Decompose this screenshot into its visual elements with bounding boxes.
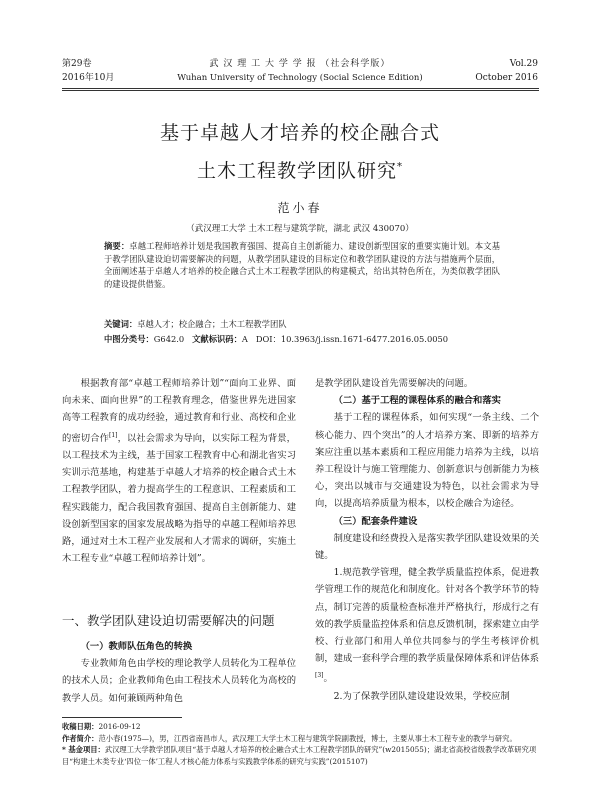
subsection-2-heading: （二）基于工程的课程体系的融合和落实 bbox=[333, 395, 501, 407]
header-date-cn: 2016年10月 bbox=[62, 73, 115, 83]
list-item-1-text: 1.规范教学管理，健全教学质量监控体系，促进教学管理工作的规范化和制度化。针对各个教学环节的特点，制订完善的质量检查标准并严格执行，形成行之有效的教学质量监控体系和信息反馈机制，探索建立由学校、行业部门和用人单位共同参与的学生考核评价机制，建成一套科学合理的教学质量保障体系和评估体系 bbox=[315, 567, 539, 665]
header-journal-cn: 武 汉 理 工 大 学 学 报 （社会科学版） bbox=[209, 59, 391, 69]
footnote-received bbox=[62, 721, 552, 733]
left-column bbox=[62, 375, 296, 567]
abstract-text: 卓越工程师培养计划是我国教育强国、提高自主创新能力、建设创新型国家的重要实施计划。本文基于教学团队建设迫切需要解决的问题，从教学团队建设的目标定位和教学团队建设的方法与措施两个层面，全面阐述基于卓越人才培养的校企融合式土木工程教学团队的构建模式，给出其特色所在，为类似教学团队的建设提供借鉴。 bbox=[104, 241, 500, 289]
subsection-1-text: 专业教师角色由学校的理论教学人员转化为工程单位的技术人员；企业教师角色由工程技术人员转化为高校的教学人员。如何兼顾两种角色 bbox=[62, 658, 296, 704]
header-rule-second bbox=[62, 90, 539, 91]
title-line-1: 基于卓越人才培养的校企融合式 bbox=[159, 122, 440, 144]
fund-text: 武汉理工大学教学团队项目“基于卓越人才培养的校企融合式土木工程教学团队的研究”(w2015055)；湖北省高校省级教学改革研究项目“构建土木类专业‘四位一体’工程人才核心能力体系与实践教学体系的研究与实践”(2015107) bbox=[62, 745, 537, 766]
author-affiliation: （武汉理工大学 土木工程与建筑学院，湖北 武汉 430070） bbox=[186, 224, 414, 234]
footnote-author bbox=[62, 733, 552, 745]
intro-paragraph bbox=[62, 375, 296, 567]
subsection-3-heading: （三）配套条件建设 bbox=[333, 515, 418, 527]
clc-value: G642.0 bbox=[153, 334, 185, 344]
footnote-rule bbox=[62, 717, 182, 718]
list-item-1-citation: [3] bbox=[315, 672, 324, 680]
subsection-1-heading: （一）教师队伍角色的转换 bbox=[80, 641, 193, 652]
subsection-3-text: 制度建设和经费投入是落实教学团队建设效果的关键。 bbox=[315, 532, 539, 562]
abstract bbox=[104, 240, 500, 290]
title-line-2-text: 土木工程教学团队研究 bbox=[196, 160, 397, 182]
header-volume-en: Vol.29 bbox=[509, 59, 538, 69]
list-item-1-end: 。 bbox=[323, 673, 333, 685]
keywords bbox=[104, 318, 524, 330]
title-line-2 bbox=[0, 156, 600, 183]
intro-citation: [1] bbox=[108, 431, 118, 439]
classification-line bbox=[104, 333, 524, 345]
header-journal-en: Wuhan University of Technology (Social Science Edition) bbox=[177, 73, 423, 83]
continued-text: 是教学团队建设首先需要解决的问题。 bbox=[315, 378, 474, 389]
title-footnote-mark: * bbox=[397, 161, 403, 173]
footnote-fund bbox=[62, 744, 552, 767]
clc-label: 中图分类号： bbox=[104, 334, 154, 344]
right-column bbox=[315, 375, 539, 705]
intro-text-rest: ，以社会需求为导向，以实际工程为背景，以工程技术为主线，基于国家工程教育中心和湖北省实习实训示范基地，构建基于卓越人才培养的校企融合式土木工程教学团队，着力提高学生的工程意识、工程素质和工程实践能力，配合我国教育强国、提高自主创新能力、建设创新型国家的国家发展战略为指导的卓越工程师培养思路，通过对土木工程产业发展和人才需求的调研，实施土木工程专业“卓越工程师培养计划”。 bbox=[62, 432, 296, 565]
list-item-2: 2.为了保教学团队建设建设效果，学校应制 bbox=[333, 690, 510, 702]
subsection-2-text: 基于工程的课程体系，如何实现“一条主线、二个核心能力、四个突出”的人才培养方案、即新的培养方案应注重以基本素质和工程应用能力培养为主线，以培养工程设计与施工管理能力、创新意识与创新能力为核心，突出以城市与交通建设为特色，以社会需求为导向，以提高培养质量为根本，以校企融合为途径。 bbox=[315, 412, 539, 510]
header-volume-cn: 第29卷 bbox=[62, 59, 92, 69]
left-column-section-1 bbox=[62, 638, 296, 707]
author-bio-text: 范小春(1975—)，男，江西省南昌市人，武汉理工大学土木工程与建筑学院副教授，博士，主要从事土木工程专业的教学与研究。 bbox=[98, 733, 517, 743]
author-bio-label: 作者简介： bbox=[62, 733, 99, 743]
intro-text: 根据教育部“卓越工程师培养计划”“面向工业界、面向未来、面向世界”的工程教育理念，借鉴世界先进国家高等工程教育的成功经验，通过教育和行业、高校和企业的密切合作 bbox=[62, 378, 296, 444]
abstract-label: 摘要： bbox=[104, 241, 130, 251]
author-name: 范小春 bbox=[277, 201, 323, 215]
header-date-en: October 2016 bbox=[475, 73, 538, 83]
list-item-1 bbox=[315, 564, 539, 688]
header-rule bbox=[62, 88, 539, 89]
keywords-label: 关键词： bbox=[104, 319, 138, 329]
doc-code-value: A bbox=[241, 334, 248, 344]
doc-code-label: 文献标识码： bbox=[192, 334, 242, 344]
doi: DOI：10.3963/j.issn.1671-6477.2016.05.0050 bbox=[255, 334, 449, 344]
keywords-text: 卓越人才；校企融合；土木工程教学团队 bbox=[137, 319, 287, 329]
fund-label: * 基金项目： bbox=[62, 745, 105, 754]
footnotes bbox=[62, 721, 552, 767]
received-date: 2016-09-12 bbox=[98, 722, 141, 731]
received-label: 收稿日期： bbox=[62, 722, 99, 731]
section-1-heading: 一、教学团队建设迫切需要解决的问题 bbox=[62, 613, 275, 628]
